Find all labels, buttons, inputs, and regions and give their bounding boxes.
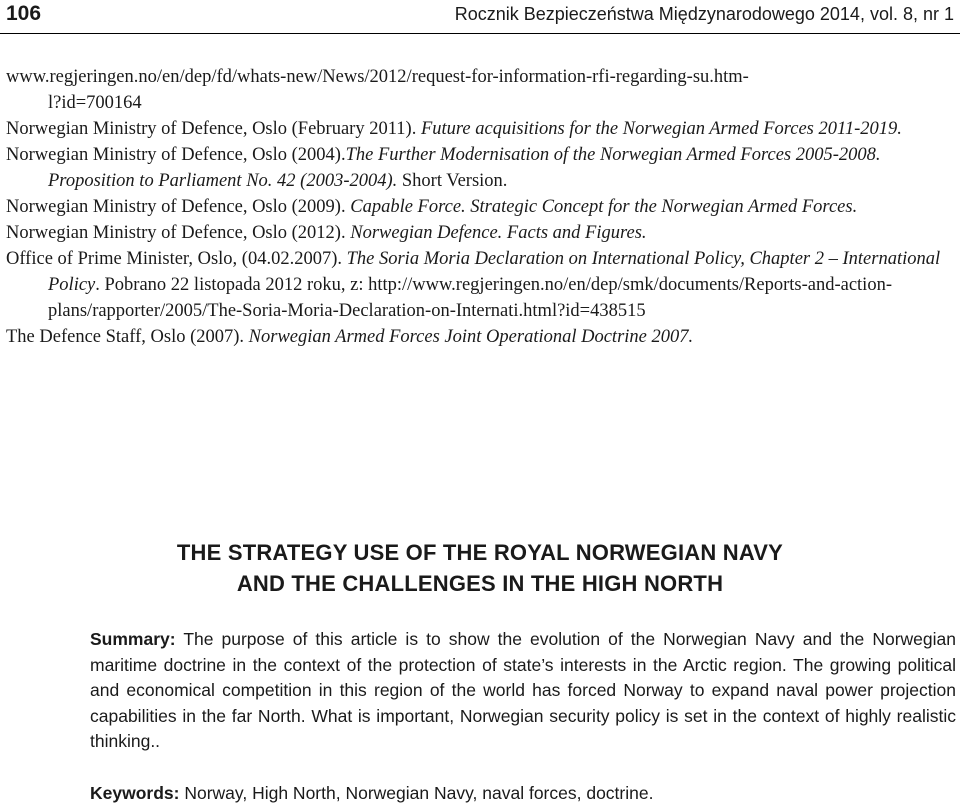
reference-title: The Soria Moria Declaration on International Policy, Chapter 2 – International Policy xyxy=(48,249,941,295)
reference-title: The Further Modernisation of the Norwegian Armed Forces 2005-2008. Proposition to Parliament No. 42 (2003-2004). xyxy=(48,145,881,191)
keywords-label: Keywords: xyxy=(90,783,180,803)
reference-item xyxy=(6,142,956,194)
reference-author: Norwegian Ministry of Defence, Oslo (2004). xyxy=(6,145,346,165)
reference-author: Norwegian Ministry of Defence, Oslo (2009). xyxy=(6,197,351,217)
page-header xyxy=(0,0,960,36)
reference-title: Norwegian Defence. Facts and Figures. xyxy=(350,223,647,243)
reference-url-line[interactable]: l?id=700164 xyxy=(48,93,142,113)
summary-text: The purpose of this article is to show the evolution of the Norwegian Navy and the Norwegian maritime doctrine in the context of the protection of state’s interests in the Arctic region. The growing political and economical competition in this region of the world has forced Norway to expand naval power projection capabilities in the far North. What is important, Norwegian security policy is set in the context of highly realistic thinking.. xyxy=(90,629,956,751)
reference-title: Norwegian Armed Forces Joint Operational Doctrine 2007. xyxy=(248,327,694,347)
keywords-text: Norway, High North, Norwegian Navy, naval forces, doctrine. xyxy=(179,783,654,803)
reference-item xyxy=(6,64,956,116)
reference-list xyxy=(6,64,956,350)
article-title-line: THE STRATEGY USE OF THE ROYAL NORWEGIAN NAVY xyxy=(176,540,784,565)
article-title-line: AND THE CHALLENGES IN THE HIGH NORTH xyxy=(236,571,724,596)
reference-item xyxy=(6,246,956,324)
page-number: 106 xyxy=(6,2,42,25)
reference-item xyxy=(6,116,956,142)
running-title: Rocznik Bezpieczeństwa Międzynarodowego 2014, vol. 8, nr 1 xyxy=(454,4,954,24)
reference-rest: Short Version. xyxy=(397,171,508,191)
reference-url-line[interactable]: www.regjeringen.no/en/dep/fd/whats-new/News/2012/request-for-information-rfi-regarding-su.htm- xyxy=(6,67,749,87)
reference-item xyxy=(6,220,956,246)
summary-paragraph xyxy=(90,627,956,755)
reference-item xyxy=(6,194,956,220)
reference-title: Future acquisitions for the Norwegian Armed Forces 2011-2019. xyxy=(420,119,902,139)
header-rule xyxy=(0,33,960,34)
summary-label: Summary: xyxy=(90,629,176,649)
reference-author: Norwegian Ministry of Defence, Oslo (February 2011). xyxy=(6,119,421,139)
reference-title: Capable Force. Strategic Concept for the Norwegian Armed Forces. xyxy=(350,197,858,217)
reference-author: Office of Prime Minister, Oslo, (04.02.2007). xyxy=(6,249,347,269)
reference-rest: . Pobrano 22 listopada 2012 roku, z: http://www.regjeringen.no/en/dep/smk/documents/Reports-and-action-plans/rapporter/2005/The-Soria-Moria-Declaration-on-Internati.html?id=438515 xyxy=(48,275,892,321)
article-title xyxy=(0,537,960,599)
reference-item xyxy=(6,324,956,350)
reference-author: The Defence Staff, Oslo (2007). xyxy=(6,327,249,347)
keywords-paragraph xyxy=(90,781,956,805)
reference-author: Norwegian Ministry of Defence, Oslo (2012). xyxy=(6,223,351,243)
